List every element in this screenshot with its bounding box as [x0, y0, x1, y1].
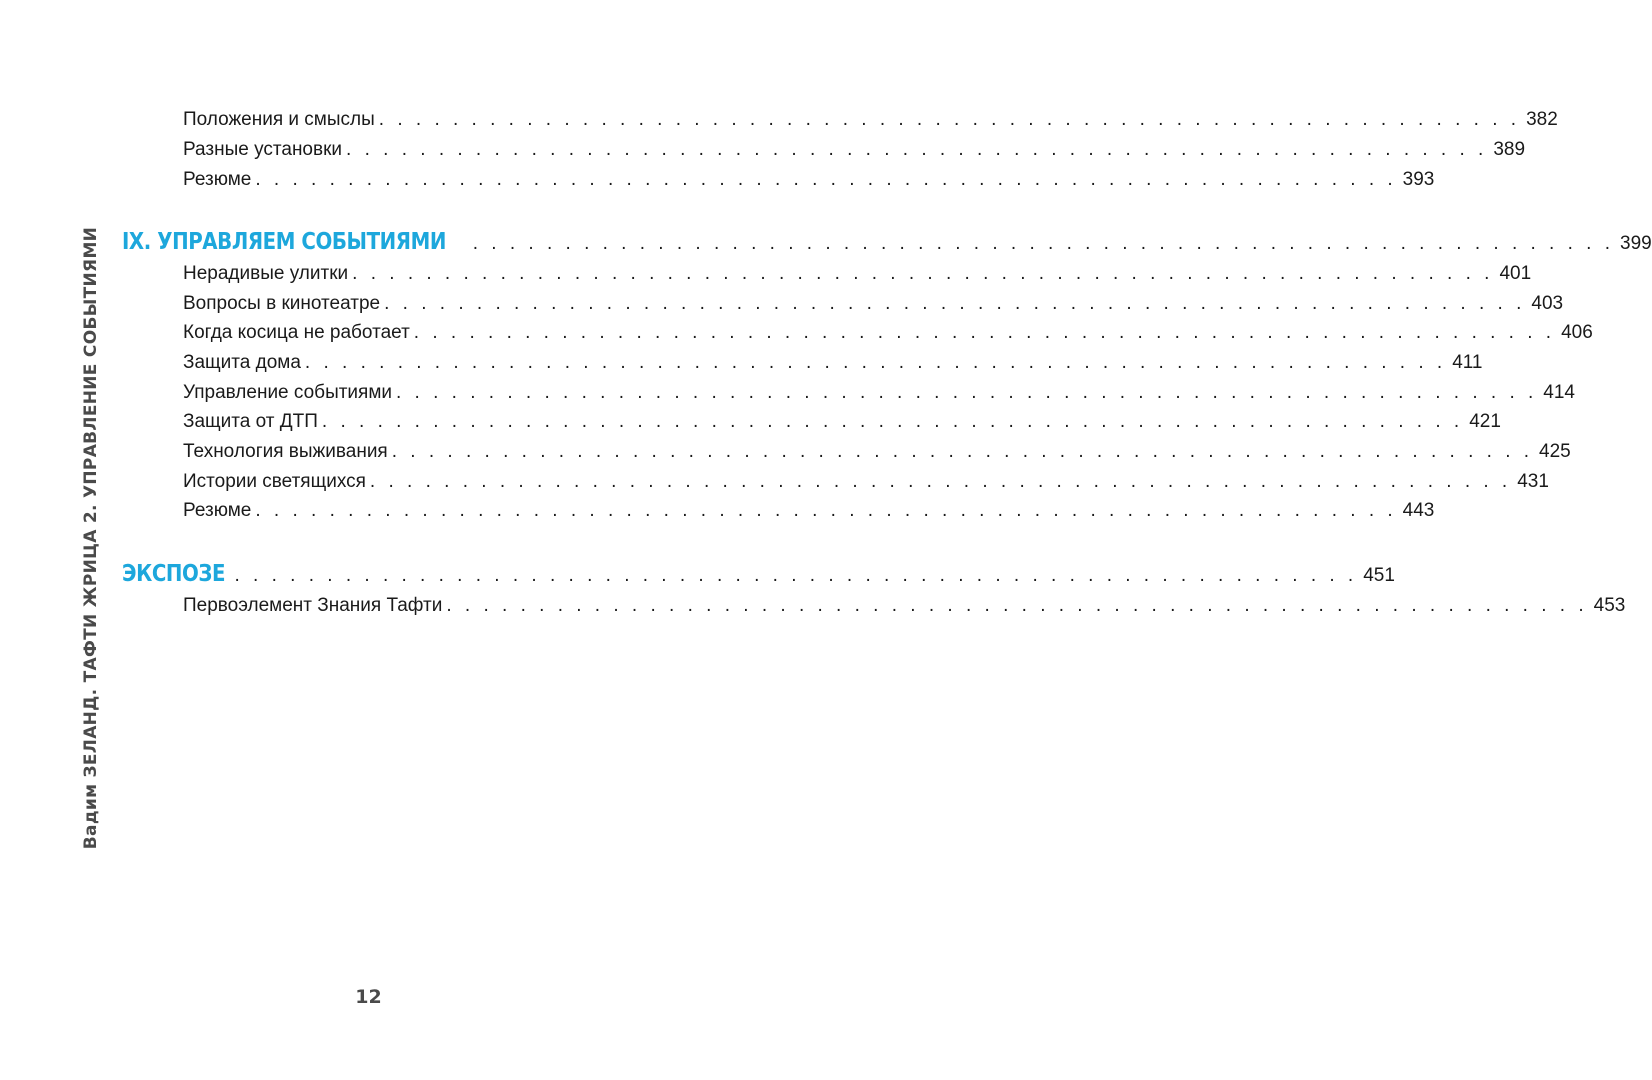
toc-entry-title: Когда косица не работает: [183, 322, 410, 343]
toc-entry-title: Нерадивые улитки: [183, 263, 349, 284]
toc-entry-title: Технология выживания: [183, 441, 388, 462]
toc-entry[interactable]: [183, 410, 1501, 434]
section-heading-title: IX. УПРАВЛЯЕМ СОБЫТИЯМИ: [122, 229, 446, 255]
dot-leader: . . . . . . . . . . . . . . . . . . . . . . . . . . . . . . . . . . . . . . . . . . . . . . . . . . . . . . . . . . . . . .: [321, 411, 1464, 432]
dot-leader: . . . . . . . . . . . . . . . . . . . . . . . . . . . . . . . . . . . . . . . . . . . . . . . . . . . . . . . . . . . . . .: [215, 565, 1358, 586]
toc-entry-title: Управление событиями: [183, 382, 392, 403]
toc-entry[interactable]: [183, 321, 1593, 345]
toc-entry-title: Защита от ДТП: [183, 411, 318, 432]
toc-section-heading[interactable]: [122, 229, 1652, 256]
toc-entry-title: Положения и смыслы: [183, 109, 375, 130]
dot-leader: . . . . . . . . . . . . . . . . . . . . . . . . . . . . . . . . . . . . . . . . . . . . . . . . . . . . . . . . . . . . . .: [378, 109, 1521, 130]
toc-entry-page: 406: [1561, 322, 1593, 343]
toc-entry-page: 421: [1469, 411, 1501, 432]
toc-entry-page: 382: [1526, 109, 1558, 130]
toc-entry[interactable]: [183, 138, 1526, 162]
toc-entry[interactable]: [183, 292, 1564, 316]
dot-leader: . . . . . . . . . . . . . . . . . . . . . . . . . . . . . . . . . . . . . . . . . . . . . . . . . . . . . . . . . . . . . .: [352, 263, 1494, 284]
dot-leader: . . . . . . . . . . . . . . . . . . . . . . . . . . . . . . . . . . . . . . . . . . . . . . . . . . . . . . . . . . . . . .: [446, 595, 1588, 616]
toc-entry[interactable]: [183, 470, 1549, 494]
toc-entry-page: 401: [1499, 263, 1532, 284]
dot-leader: . . . . . . . . . . . . . . . . . . . . . . . . . . . . . . . . . . . . . . . . . . . . . . . . . . . . . . . . . . . . . .: [391, 441, 1534, 462]
dot-leader: . . . . . . . . . . . . . . . . . . . . . . . . . . . . . . . . . . . . . . . . . . . . . . . . . . . . . . . . . . . . . .: [304, 352, 1447, 373]
toc-entry-title: Разные установки: [183, 139, 343, 160]
toc-section-heading[interactable]: [122, 561, 1395, 588]
toc-entry-page: 403: [1531, 293, 1564, 314]
toc-entry-page: 389: [1493, 139, 1526, 160]
dot-leader: . . . . . . . . . . . . . . . . . . . . . . . . . . . . . . . . . . . . . . . . . . . . . . . . . . . . . . . . . . . . . .: [255, 500, 1397, 521]
toc-entry[interactable]: [183, 499, 1435, 523]
toc-entry[interactable]: [183, 440, 1571, 464]
toc-entry[interactable]: [183, 351, 1483, 375]
dot-leader: . . . . . . . . . . . . . . . . . . . . . . . . . . . . . . . . . . . . . . . . . . . . . . . . . . . . . . . . . . . . . .: [413, 322, 1556, 343]
toc-entry-title: Истории светящихся: [183, 471, 366, 492]
toc-entry-title: Вопросы в кинотеатре: [183, 293, 381, 314]
toc-entry-page: 414: [1543, 382, 1575, 403]
toc-entry-page: 425: [1539, 441, 1571, 462]
toc-entry-title: Резюме: [183, 169, 252, 190]
toc-entry-title: Резюме: [183, 500, 252, 521]
running-head-text: Вадим ЗЕЛАНД. ТАФТИ ЖРИЦА 2. УПРАВЛЕНИЕ СОБЫТИЯМИ: [81, 226, 101, 850]
toc-entry-page: 443: [1402, 500, 1435, 521]
toc-entry[interactable]: [183, 108, 1558, 132]
dot-leader: . . . . . . . . . . . . . . . . . . . . . . . . . . . . . . . . . . . . . . . . . . . . . . . . . . . . . . . . . . . . . .: [396, 382, 1538, 403]
toc-entry-page: 399: [1620, 233, 1652, 254]
dot-leader: . . . . . . . . . . . . . . . . . . . . . . . . . . . . . . . . . . . . . . . . . . . . . . . . . . . . . . . . . . . . . .: [255, 169, 1397, 190]
section-heading-title: ЭКСПОЗЕ: [122, 561, 226, 587]
toc-entry-title: Первоэлемент Знания Тафти: [183, 595, 443, 616]
toc-entry[interactable]: [183, 594, 1626, 618]
toc-entry[interactable]: [183, 168, 1435, 192]
toc-entry-page: 393: [1402, 169, 1435, 190]
toc-entry-page: 451: [1363, 565, 1395, 586]
toc-entry-page: 453: [1593, 595, 1626, 616]
toc-entry-title: Защита дома: [183, 352, 301, 373]
toc-entry-page: 431: [1517, 471, 1549, 492]
toc-entry-page: 411: [1452, 352, 1483, 373]
page-number: 12: [355, 986, 382, 1008]
dot-leader: . . . . . . . . . . . . . . . . . . . . . . . . . . . . . . . . . . . . . . . . . . . . . . . . . . . . . . . . . . . . . .: [346, 139, 1488, 160]
dot-leader: . . . . . . . . . . . . . . . . . . . . . . . . . . . . . . . . . . . . . . . . . . . . . . . . . . . . . . . . . . . . . .: [472, 233, 1615, 254]
toc-entry[interactable]: [183, 262, 1532, 286]
dot-leader: . . . . . . . . . . . . . . . . . . . . . . . . . . . . . . . . . . . . . . . . . . . . . . . . . . . . . . . . . . . . . .: [369, 471, 1512, 492]
toc-entry[interactable]: [183, 381, 1575, 405]
dot-leader: . . . . . . . . . . . . . . . . . . . . . . . . . . . . . . . . . . . . . . . . . . . . . . . . . . . . . . . . . . . . . .: [384, 293, 1526, 314]
